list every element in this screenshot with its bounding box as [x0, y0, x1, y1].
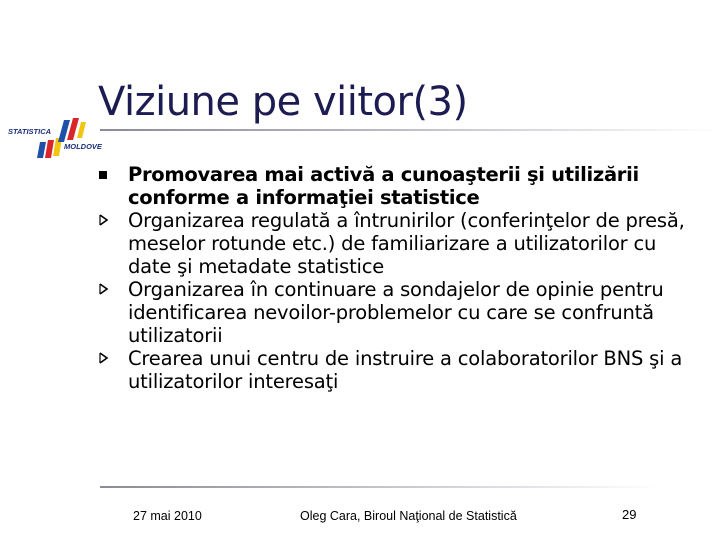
footer-divider	[100, 486, 660, 488]
logo-text-top: STATISTICA	[8, 127, 52, 136]
logo-bar-yellow-2	[77, 122, 86, 138]
footer-author: Oleg Cara, Biroul Naţional de Statistică	[300, 509, 517, 523]
arrow-bullet-icon	[98, 214, 110, 226]
bullet-item-3	[98, 278, 703, 347]
statistica-moldovei-logo	[6, 112, 102, 164]
bullet-item-4	[98, 347, 703, 393]
logo-bar-red-1	[45, 140, 54, 158]
bullet-item-2	[98, 209, 703, 278]
arrow-bullet-icon	[98, 283, 110, 295]
bullet-text-3: Organizarea în continuare a sondajelor de opinie pentru identificarea nevoilor-problemelor cu care se confruntă utilizatorii	[128, 278, 664, 347]
bullet-item-1	[98, 163, 703, 209]
square-bullet-icon	[99, 171, 107, 179]
logo-text-bottom: MOLDOVEI	[64, 142, 102, 151]
footer-date: 27 mai 2010	[133, 509, 202, 523]
slide-title: Viziune pe viitor(3)	[98, 79, 468, 125]
bullet-list	[98, 163, 703, 393]
title-divider	[100, 129, 720, 131]
page-number: 29	[622, 507, 637, 522]
logo-graphic	[6, 112, 102, 164]
logo-bar-blue-1	[37, 142, 46, 158]
bullet-text-4: Crearea unui centru de instruire a colaboratorilor BNS şi a utilizatorilor interesaţi	[128, 347, 683, 393]
arrow-bullet-icon	[98, 352, 110, 364]
bullet-text-1: Promovarea mai activă a cunoaşterii şi utilizării conforme a informaţiei statistice	[128, 163, 639, 209]
bullet-text-2: Organizarea regulată a întrunirilor (conferinţelor de presă, meselor rotunde etc.) de familiarizare a utilizatorilor cu date şi metadate statistice	[128, 209, 685, 278]
